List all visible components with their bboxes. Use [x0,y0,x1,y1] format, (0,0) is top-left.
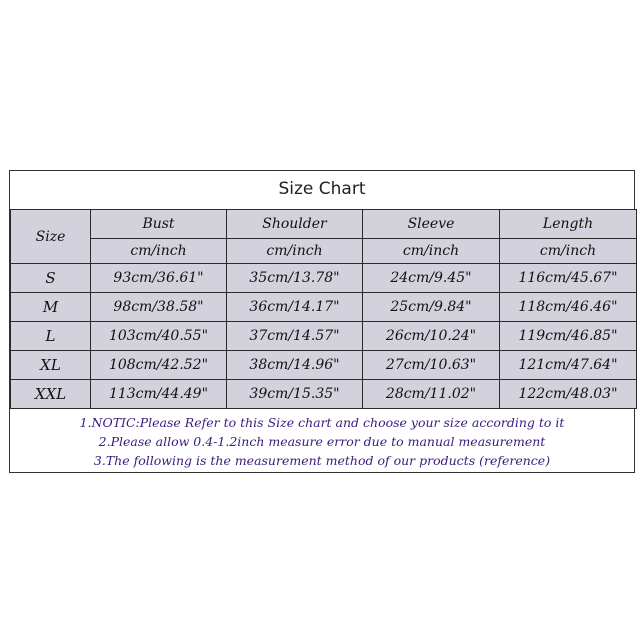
table-cell: 119cm/46.85" [500,322,637,351]
unit-label: cm/inch [363,239,500,264]
table-row [11,380,637,409]
size-label: XL [11,351,91,380]
column-header-shoulder: Shoulder [227,210,363,239]
size-chart [9,170,635,473]
table-cell: 28cm/11.02" [363,380,500,409]
column-header-bust: Bust [91,210,227,239]
size-label: XXL [11,380,91,409]
table-row [11,293,637,322]
note-line: 2.Please allow 0.4-1.2inch measure error due to manual measurement [98,434,546,449]
table-cell: 108cm/42.52" [91,351,227,380]
size-header: Size [11,210,91,264]
column-header-length: Length [500,210,637,239]
table-cell: 37cm/14.57" [227,322,363,351]
table-cell: 93cm/36.61" [91,264,227,293]
table-cell: 39cm/15.35" [227,380,363,409]
notes [10,413,634,470]
table-cell: 35cm/13.78" [227,264,363,293]
size-label: S [11,264,91,293]
unit-label: cm/inch [500,239,637,264]
table-row [11,322,637,351]
table-cell: 122cm/48.03" [500,380,637,409]
unit-label: cm/inch [227,239,363,264]
note-line: 1.NOTIC:Please Refer to this Size chart and choose your size according to it [79,415,565,430]
size-label: M [11,293,91,322]
table-cell: 98cm/38.58" [91,293,227,322]
unit-row [11,239,637,264]
size-table [10,209,637,409]
table-cell: 103cm/40.55" [91,322,227,351]
note-line: 3.The following is the measurement method of our products (reference) [93,453,551,468]
table-row [11,351,637,380]
table-cell: 27cm/10.63" [363,351,500,380]
size-label: L [11,322,91,351]
table-row [11,264,637,293]
table-cell: 113cm/44.49" [91,380,227,409]
unit-label: cm/inch [91,239,227,264]
chart-title: Size Chart [278,179,366,199]
table-cell: 36cm/14.17" [227,293,363,322]
table-cell: 24cm/9.45" [363,264,500,293]
table-cell: 38cm/14.96" [227,351,363,380]
column-header-sleeve: Sleeve [363,210,500,239]
table-cell: 25cm/9.84" [363,293,500,322]
table-cell: 121cm/47.64" [500,351,637,380]
table-cell: 26cm/10.24" [363,322,500,351]
table-cell: 118cm/46.46" [500,293,637,322]
header-row [11,210,637,239]
table-cell: 116cm/45.67" [500,264,637,293]
